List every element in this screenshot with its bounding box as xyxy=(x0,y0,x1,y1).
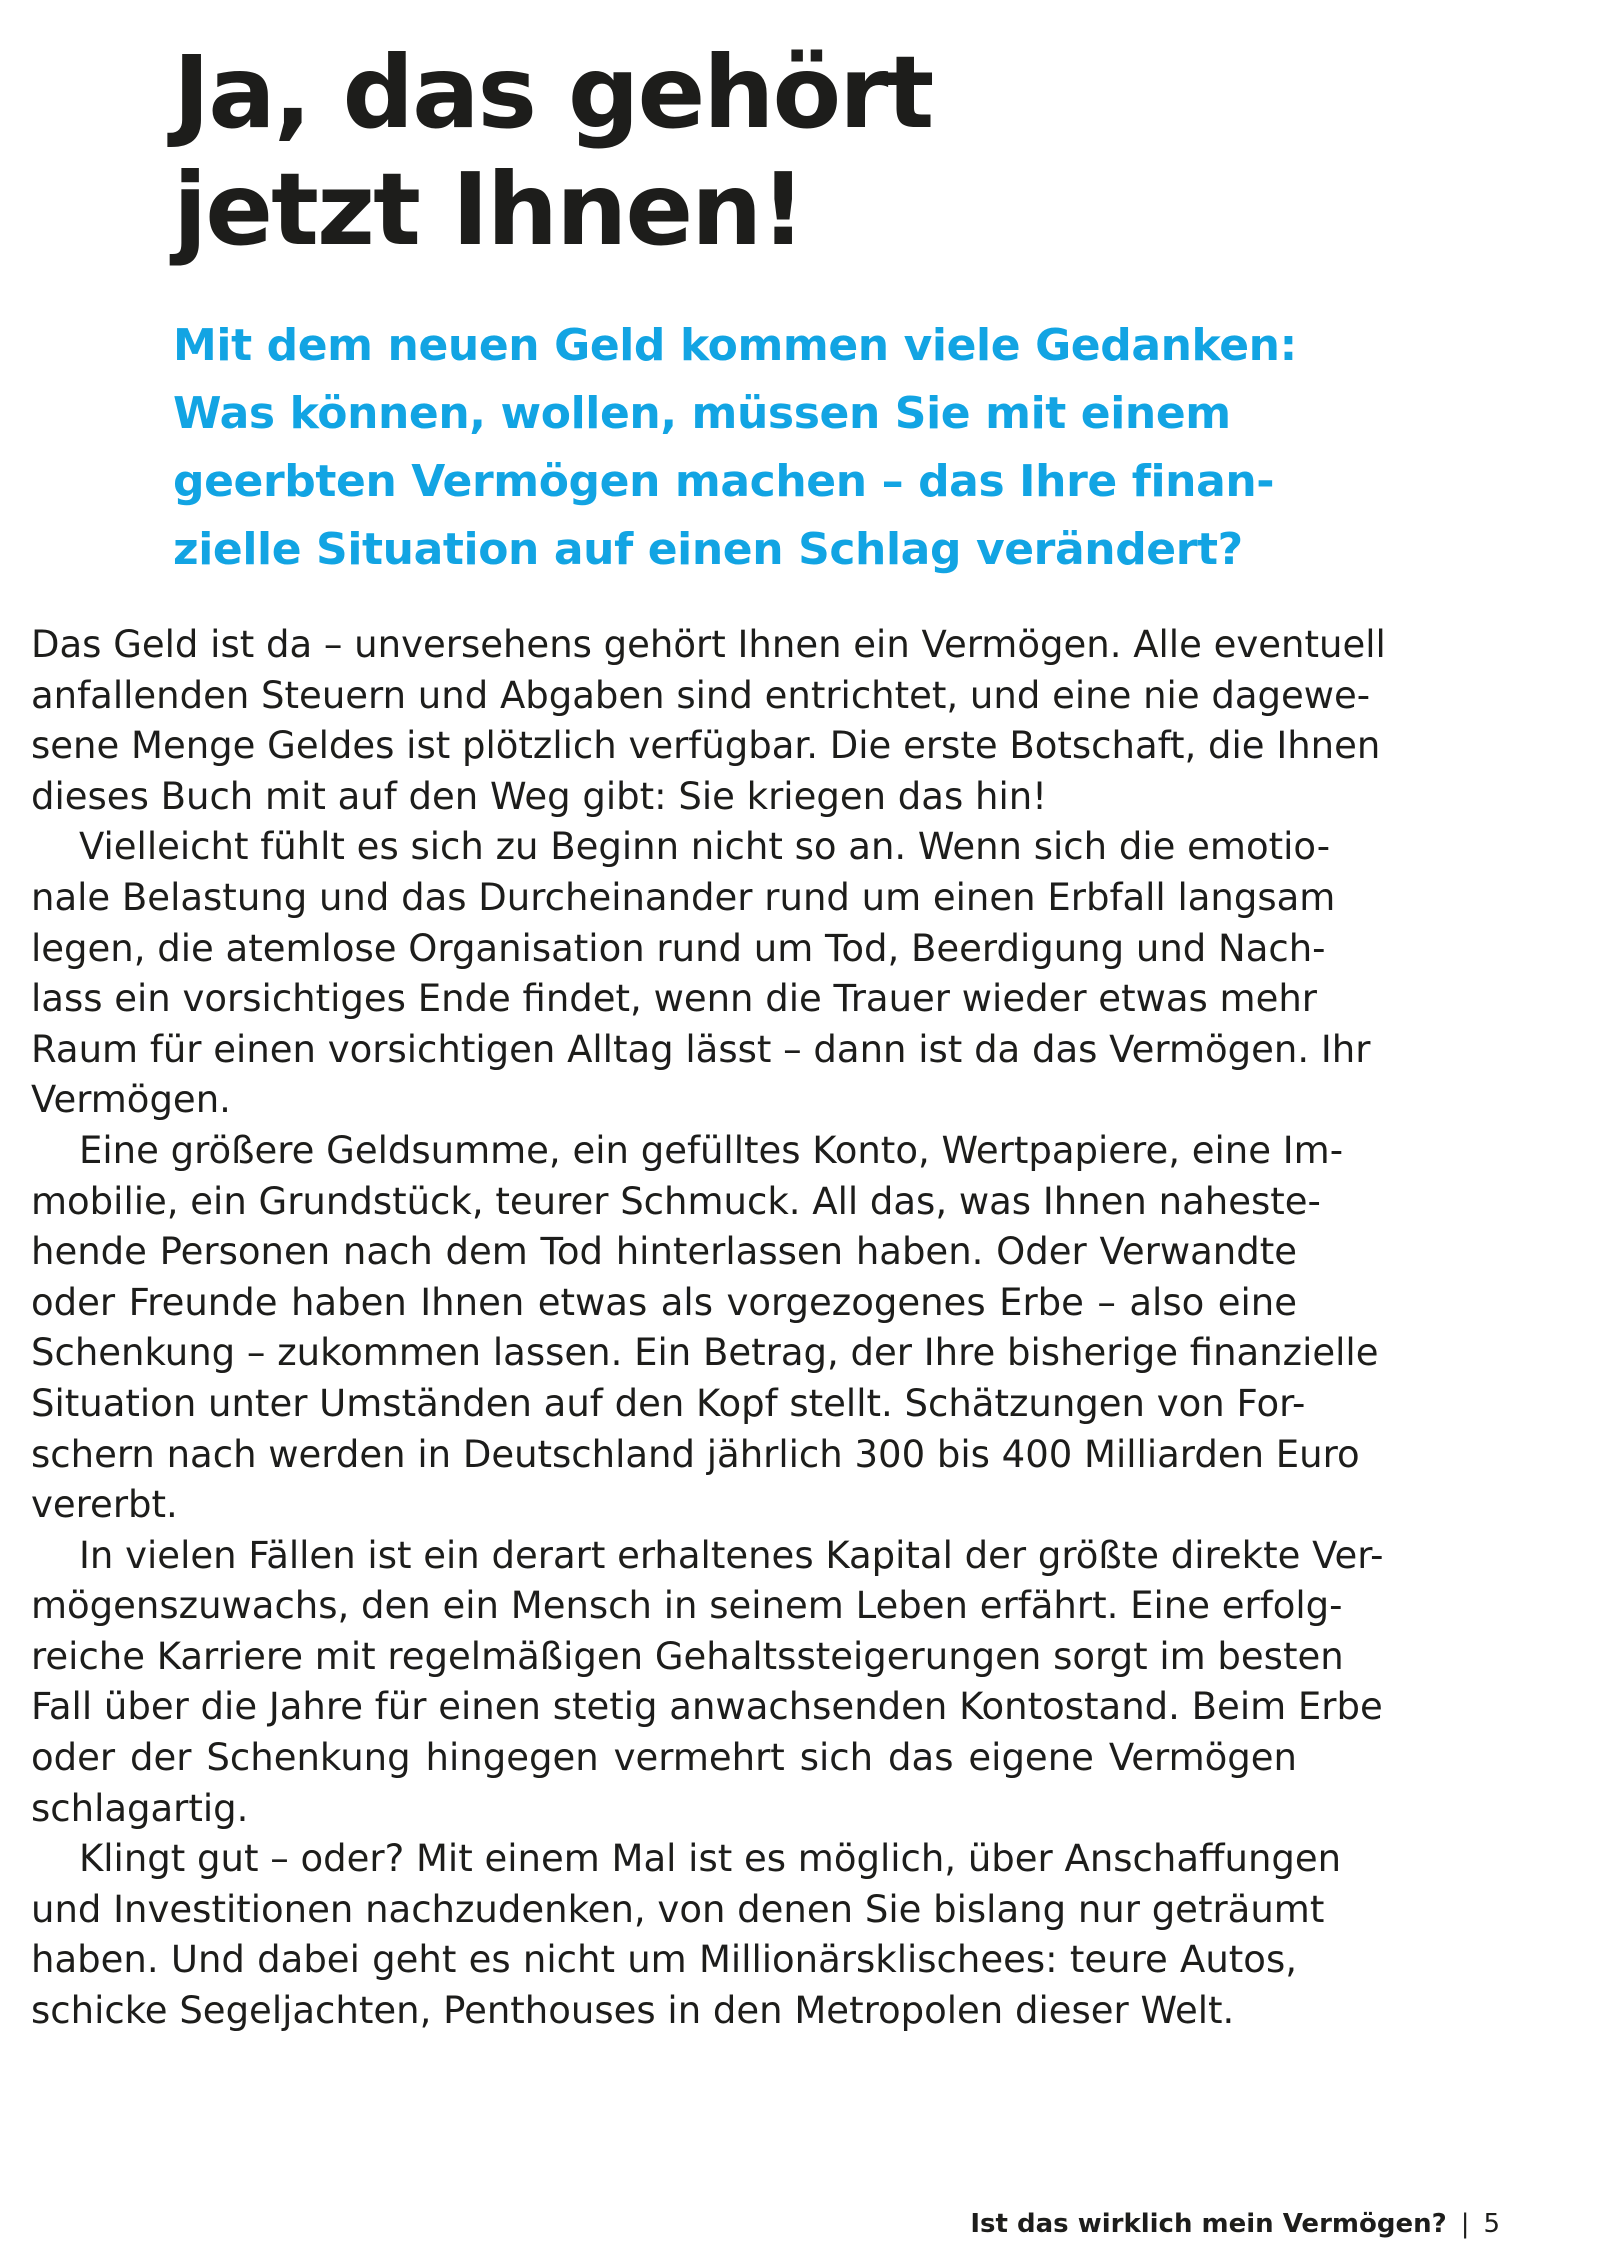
text-line: Eine größere Geldsumme, ein gefülltes Konto, Wertpapiere, eine Im- xyxy=(79,1128,1344,1172)
text-line: sene Menge Geldes ist plötzlich verfügbar. Die erste Botschaft, die Ihnen xyxy=(31,724,1381,768)
text-line: schlagartig. xyxy=(31,1786,249,1830)
lead-line: geerbten Vermögen machen – das Ihre finan- xyxy=(173,456,1275,507)
text-line: und Investitionen nachzudenken, von denen Sie bislang nur geträumt xyxy=(31,1887,1325,1931)
text-line: anfallenden Steuern und Abgaben sind entrichtet, und eine nie dagewe- xyxy=(31,673,1371,717)
text-line: Vermögen. xyxy=(31,1078,231,1122)
lead-line: Mit dem neuen Geld kommen viele Gedanken: xyxy=(173,320,1297,371)
paragraph-2 xyxy=(31,822,1371,1126)
page-number: 5 xyxy=(1483,2209,1500,2239)
text-line: Schenkung – zukommen lassen. Ein Betrag, der Ihre bisherige finanzielle xyxy=(31,1331,1379,1375)
text-line: haben. Und dabei geht es nicht um Millionärsklischees: teure Autos, xyxy=(31,1938,1297,1982)
text-line: Vielleicht fühlt es sich zu Beginn nicht so an. Wenn sich die emotio- xyxy=(79,825,1331,869)
paragraph-4 xyxy=(31,1531,1384,1835)
text-line: Situation unter Umständen auf den Kopf stellt. Schätzungen von For- xyxy=(31,1381,1306,1425)
lead-paragraph xyxy=(173,312,1323,584)
headline-line: Ja, das gehört xyxy=(173,34,933,151)
footer-chapter-title: Ist das wirklich mein Vermögen? xyxy=(970,2209,1447,2239)
paragraph-1 xyxy=(31,620,1386,822)
text-line: hende Personen nach dem Tod hinterlassen haben. Oder Verwandte xyxy=(31,1230,1297,1274)
text-line: mobilie, ein Grundstück, teurer Schmuck. All das, was Ihnen naheste- xyxy=(31,1179,1321,1223)
text-line: reiche Karriere mit regelmäßigen Gehaltssteigerungen sorgt im besten xyxy=(31,1634,1344,1678)
lead-line: Was können, wollen, müssen Sie mit einem xyxy=(173,388,1231,439)
body-text xyxy=(31,620,1386,2037)
text-line: oder Freunde haben Ihnen etwas als vorgezogenes Erbe – also eine xyxy=(31,1280,1297,1324)
text-line: schern nach werden in Deutschland jährlich 300 bis 400 Milliarden Euro xyxy=(31,1432,1360,1476)
text-line: dieses Buch mit auf den Weg gibt: Sie kriegen das hin! xyxy=(31,774,1048,818)
page-headline xyxy=(173,34,1373,268)
text-line: lass ein vorsichtiges Ende findet, wenn die Trauer wieder etwas mehr xyxy=(31,977,1318,1021)
page-footer xyxy=(970,2207,1500,2241)
text-line: Das Geld ist da – unversehens gehört Ihnen ein Vermögen. Alle eventuell xyxy=(31,623,1386,666)
text-line: Raum für einen vorsichtigen Alltag lässt – dann ist da das Vermögen. Ihr xyxy=(31,1027,1371,1071)
text-line: oder der Schenkung hingegen vermehrt sich das eigene Vermögen xyxy=(31,1736,1297,1780)
headline-line: jetzt Ihnen! xyxy=(173,151,804,268)
paragraph-3 xyxy=(31,1126,1379,1531)
text-line: schicke Segeljachten, Penthouses in den Metropolen dieser Welt. xyxy=(31,1989,1235,2033)
text-line: vererbt. xyxy=(31,1483,178,1527)
lead-line: zielle Situation auf einen Schlag verändert? xyxy=(173,524,1243,575)
text-line: Klingt gut – oder? Mit einem Mal ist es möglich, über Anschaffungen xyxy=(79,1837,1342,1881)
text-line: legen, die atemlose Organisation rund um Tod, Beerdigung und Nach- xyxy=(31,926,1326,970)
text-line: mögenszuwachs, den ein Mensch in seinem Leben erfährt. Eine erfolg- xyxy=(31,1584,1343,1628)
text-line: nale Belastung und das Durcheinander rund um einen Erbfall langsam xyxy=(31,875,1336,919)
text-line: In vielen Fällen ist ein derart erhaltenes Kapital der größte direkte Ver- xyxy=(79,1533,1384,1577)
footer-separator: | xyxy=(1460,2209,1470,2239)
text-line: Fall über die Jahre für einen stetig anwachsenden Kontostand. Beim Erbe xyxy=(31,1685,1383,1729)
paragraph-5 xyxy=(31,1834,1342,2036)
